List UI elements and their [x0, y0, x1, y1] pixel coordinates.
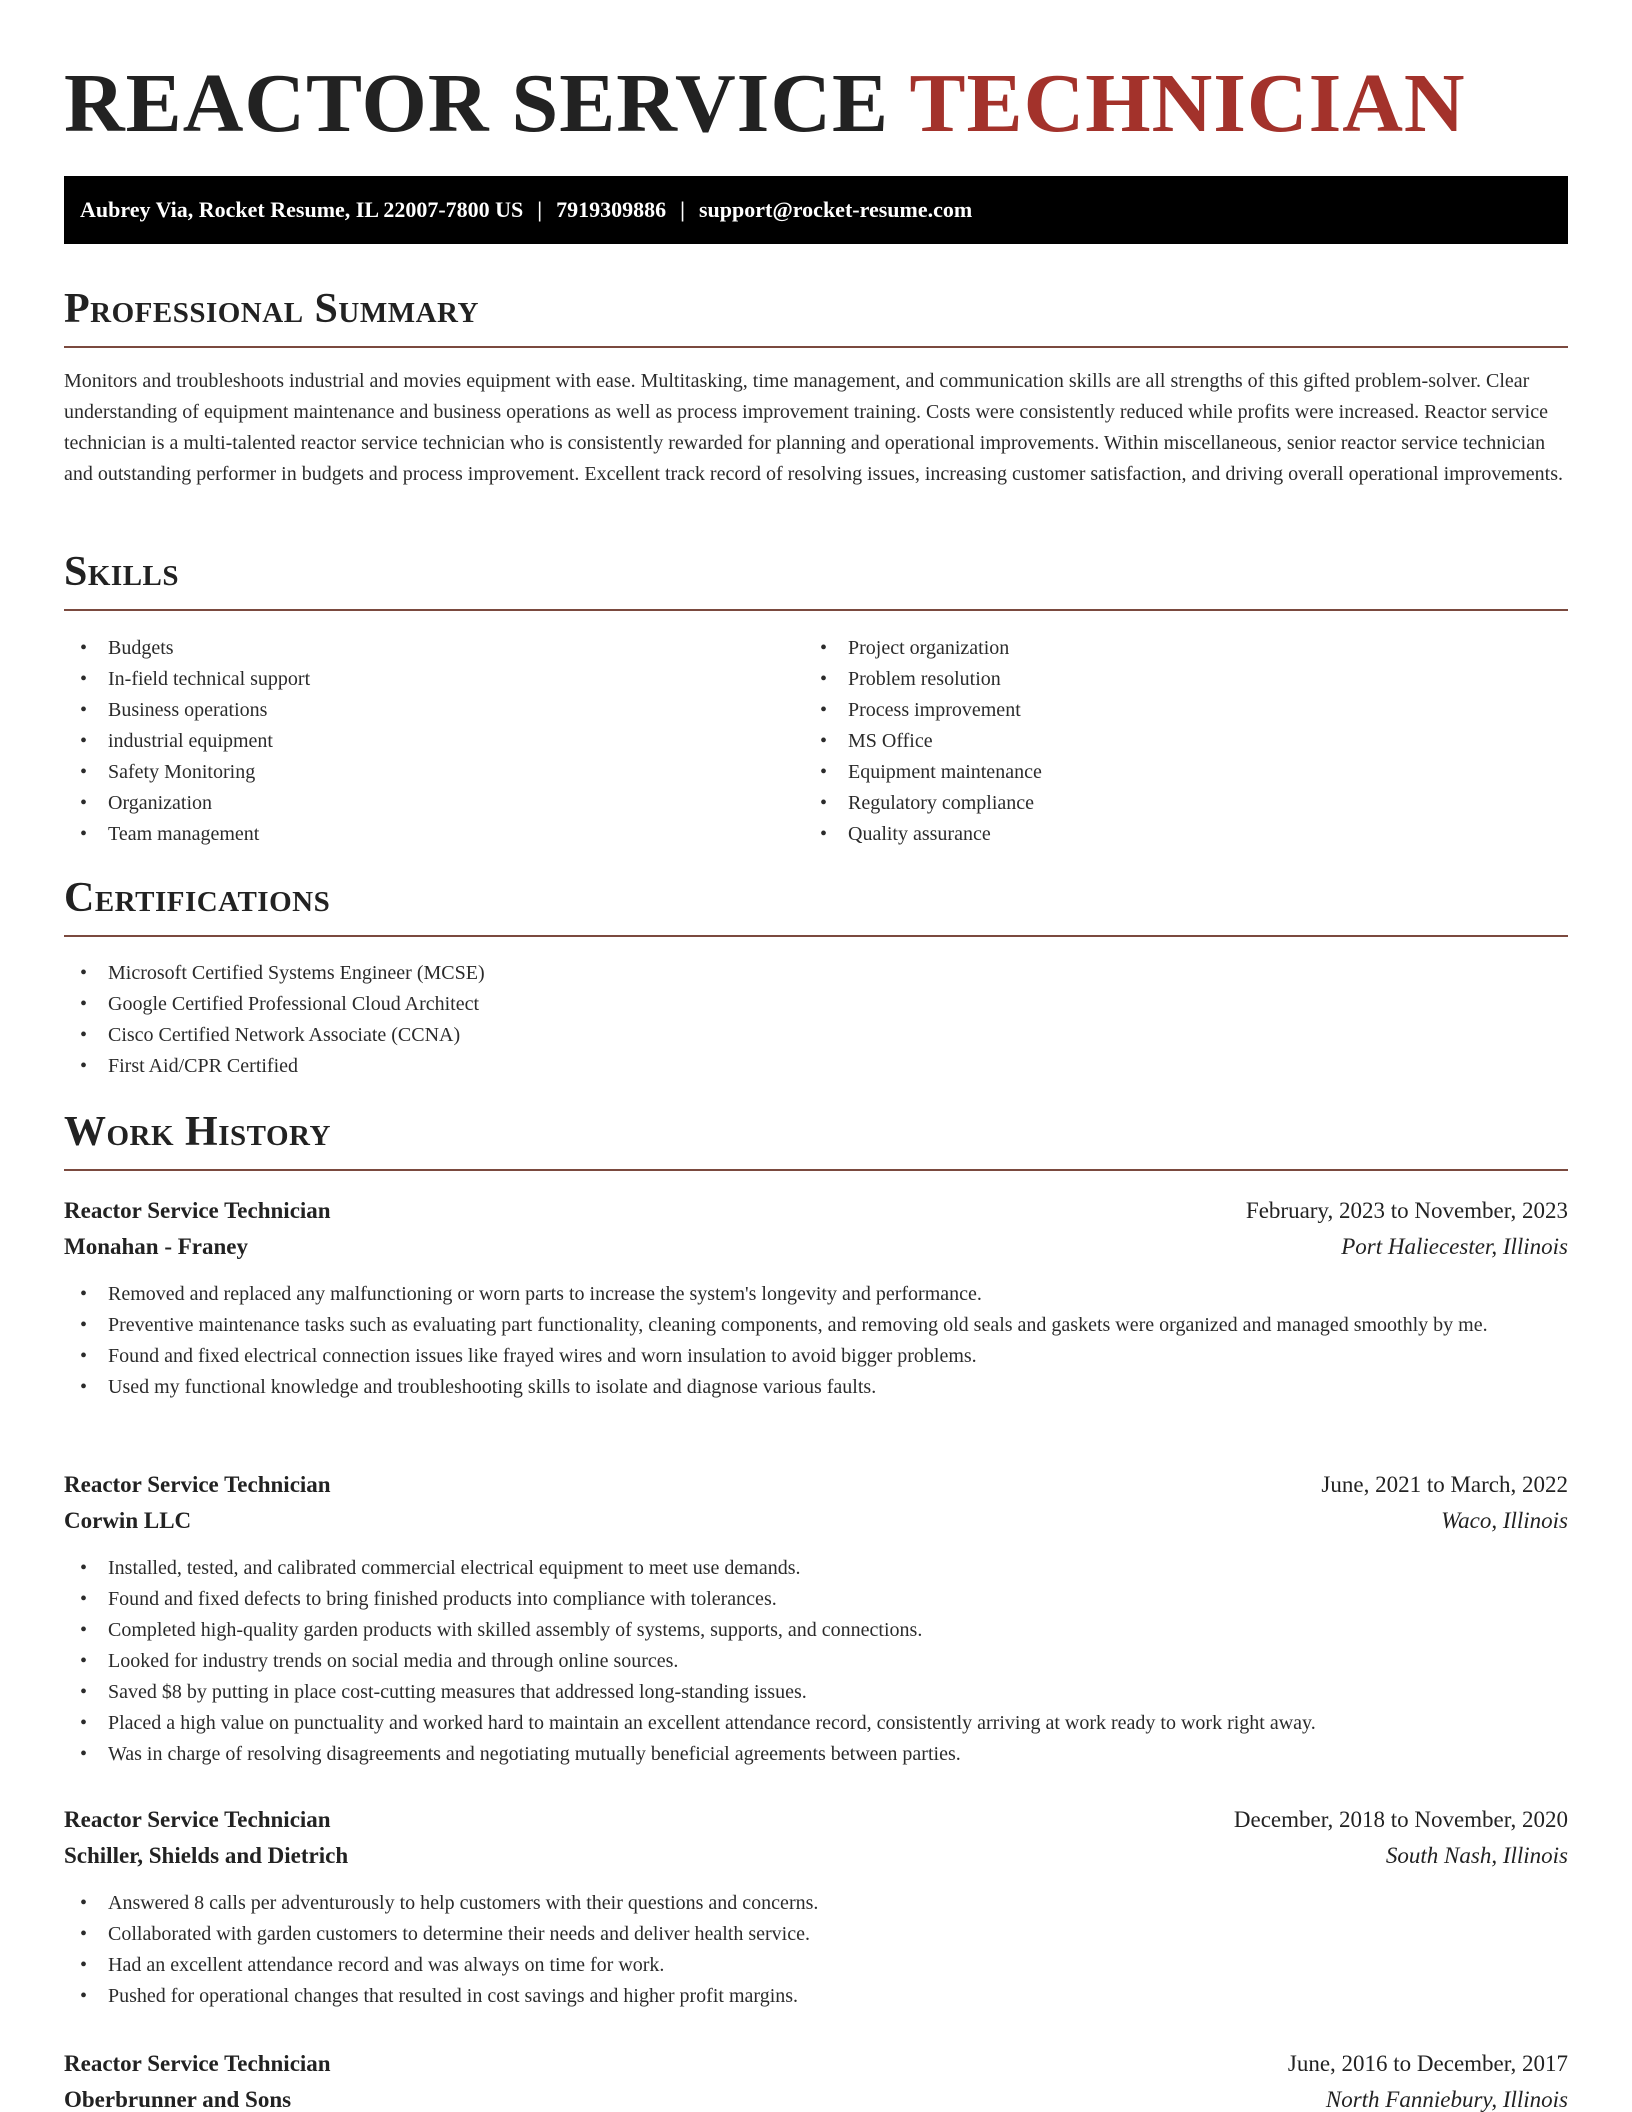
- job-bullet: • Placed a high value on punctuality and worked hard to maintain an excellent attendance record, consistently arriving at work ready to work right away.: [64, 1708, 1568, 1739]
- job-entry: [64, 1193, 1568, 1403]
- skill-item: • MS Office: [804, 726, 1568, 757]
- contact-separator: |: [537, 197, 543, 222]
- work-history-heading: Work History: [64, 1105, 1568, 1171]
- contact-address: Aubrey Via, Rocket Resume, IL 22007-7800 US: [80, 197, 524, 222]
- job-bullet: • Collaborated with garden customers to determine their needs and deliver health service.: [64, 1919, 1568, 1950]
- title-accent: TECHNICIAN: [909, 57, 1466, 150]
- skill-item: • Team management: [64, 819, 804, 850]
- job-location: Waco, Illinois: [1441, 1508, 1568, 1533]
- job-bullet: • Saved $8 by putting in place cost-cutting measures that addressed long-standing issues.: [64, 1677, 1568, 1708]
- contact-bar: [64, 176, 1568, 244]
- job-bullet: • Looked for industry trends on social media and through online sources.: [64, 1646, 1568, 1677]
- job-bullet: • Had an excellent attendance record and was always on time for work.: [64, 1950, 1568, 1981]
- skill-item: • industrial equipment: [64, 726, 804, 757]
- job-entry: [64, 2046, 1568, 2112]
- skill-item: • Regulatory compliance: [804, 788, 1568, 819]
- skill-item: • Quality assurance: [804, 819, 1568, 850]
- summary-heading: Professional Summary: [64, 282, 1568, 348]
- skill-item: • Organization: [64, 788, 804, 819]
- skills-heading: Skills: [64, 545, 1568, 611]
- job-bullet: • Completed high-quality garden products with skilled assembly of systems, supports, and connections.: [64, 1615, 1568, 1646]
- skill-item: • Problem resolution: [804, 664, 1568, 695]
- certification-item: • Cisco Certified Network Associate (CCNA): [64, 1020, 1568, 1051]
- title-main: REACTOR SERVICE: [64, 57, 890, 150]
- job-bullet: • Was in charge of resolving disagreements and negotiating mutually beneficial agreements between parties.: [64, 1739, 1568, 1770]
- job-dates: June, 2021 to March, 2022: [1321, 1472, 1568, 1497]
- job-bullet: • Preventive maintenance tasks such as evaluating part functionality, cleaning components, and removing old seals and gaskets were organized and managed smoothly by me.: [64, 1310, 1568, 1341]
- job-bullets: [64, 1279, 1568, 1403]
- job-bullets: [64, 1553, 1568, 1770]
- job-bullets: [64, 1888, 1568, 2012]
- job-bullet: • Found and fixed defects to bring finished products into compliance with tolerances.: [64, 1584, 1568, 1615]
- skill-item: • Equipment maintenance: [804, 757, 1568, 788]
- job-bullet: • Found and fixed electrical connection issues like frayed wires and worn insulation to avoid bigger problems.: [64, 1341, 1568, 1372]
- skill-item: • Budgets: [64, 633, 804, 664]
- job-bullet: • Answered 8 calls per adventurously to help customers with their questions and concerns.: [64, 1888, 1568, 1919]
- skills-list-right: [804, 633, 1568, 850]
- skill-item: • Process improvement: [804, 695, 1568, 726]
- job-title: Reactor Service Technician: [64, 2051, 331, 2076]
- contact-separator: |: [680, 197, 685, 222]
- certifications-heading: Certifications: [64, 871, 1568, 937]
- summary-text: Monitors and troubleshoots industrial and movies equipment with ease. Multitasking, time management, and communication skills are all strengths of this gifted problem-solver. Clear understanding of equipment maintenance and business operations as well as process improvement training. Costs were consistently reduced while profits were increased. Reactor service technician is a multi-talented reactor service technician who is consistently rewarded for planning and operational improvements. Within miscellaneous, senior reactor service technician and outstanding performer in budgets and process improvement. Excellent track record of resolving issues, increasing customer satisfaction, and driving overall operational improvements.: [64, 370, 1564, 485]
- skill-item: • Safety Monitoring: [64, 757, 804, 788]
- skill-item: • In-field technical support: [64, 664, 804, 695]
- job-entry: [64, 1467, 1568, 1770]
- job-location: North Fanniebury, Illinois: [1325, 2087, 1568, 2112]
- job-bullet: • Installed, tested, and calibrated commercial electrical equipment to meet use demands.: [64, 1553, 1568, 1584]
- certification-item: • Google Certified Professional Cloud Architect: [64, 989, 1568, 1020]
- job-location: South Nash, Illinois: [1385, 1843, 1568, 1868]
- skills-list-left: [64, 633, 804, 850]
- skill-item: • Project organization: [804, 633, 1568, 664]
- job-company: Oberbrunner and Sons: [64, 2087, 292, 2112]
- skill-item: • Business operations: [64, 695, 804, 726]
- certification-item: • First Aid/CPR Certified: [64, 1051, 1568, 1082]
- job-company: Corwin LLC: [64, 1508, 192, 1533]
- job-title: Reactor Service Technician: [64, 1807, 331, 1832]
- contact-email: support@rocket-resume.com: [698, 197, 973, 222]
- job-dates: December, 2018 to November, 2020: [1233, 1807, 1568, 1832]
- contact-phone: 7919309886: [556, 197, 667, 222]
- certification-item: • Microsoft Certified Systems Engineer (MCSE): [64, 958, 1568, 989]
- job-company: Schiller, Shields and Dietrich: [64, 1843, 349, 1868]
- job-company: Monahan - Franey: [64, 1234, 248, 1259]
- job-bullet: • Pushed for operational changes that resulted in cost savings and higher profit margins.: [64, 1981, 1568, 2012]
- job-bullet: • Used my functional knowledge and troubleshooting skills to isolate and diagnose various faults.: [64, 1372, 1568, 1403]
- job-location: Port Haliecester, Illinois: [1341, 1234, 1568, 1259]
- job-dates: February, 2023 to November, 2023: [1245, 1198, 1568, 1223]
- job-entry: [64, 1802, 1568, 2012]
- certifications-list: [64, 958, 1568, 1082]
- job-bullet: • Removed and replaced any malfunctioning or worn parts to increase the system's longevity and performance.: [64, 1279, 1568, 1310]
- job-title: Reactor Service Technician: [64, 1198, 331, 1223]
- job-title: Reactor Service Technician: [64, 1472, 331, 1497]
- resume-title: [64, 56, 1466, 152]
- job-dates: June, 2016 to December, 2017: [1287, 2051, 1568, 2076]
